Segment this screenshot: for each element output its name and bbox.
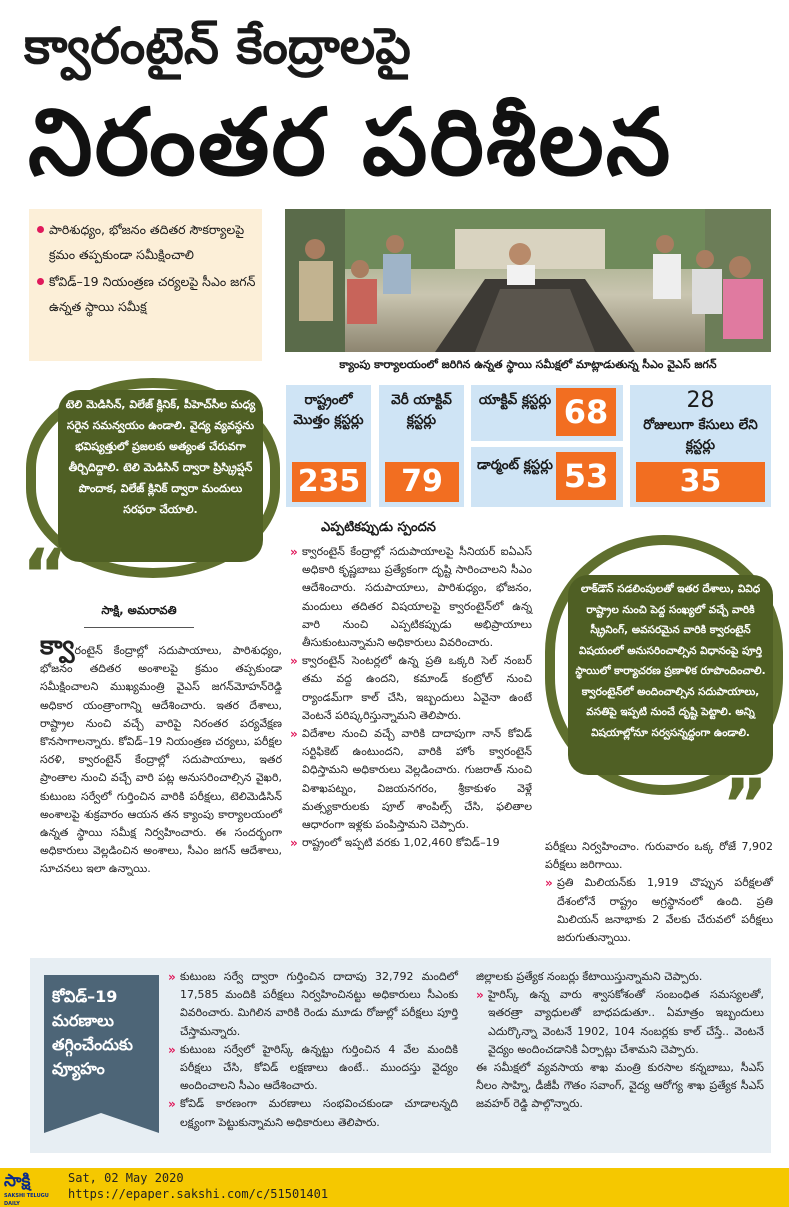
list-item: » క్వారంటైన్‌ కేంద్రాల్లో సదుపాయాలపై సీనియర్‌ ఐఏఎస్‌ అధికారి కృష్ణబాబు ప్రత్యేకంగా దృష్టి సారించాలని సీఎం ఆదేశించారు. సదుపాయాలు, పారిశుధ్యం, భోజనం, మందులు తదితర విషయాలపై క్వారంటైన్‌లో ఉన్న వారి నుంచి ఎప్పటికప్పుడు అభిప్రాయాలు తీసుకుంటున్నామని అధికారులు వివరించారు. <box>290 543 532 652</box>
byline-divider <box>84 627 194 628</box>
sakshi-logo <box>4 1170 62 1207</box>
list-item: » ప్రతి మిలియన్‌కు 1,919 చొప్పున పరీక్షలతో దేశంలోనే రాష్ట్రం అగ్రస్థానంలో ఉంది. ప్రతి మిలియన్‌ జనాభాకు 2 వేలకు చేరువలో పరీక్షలు జరుగుతున్నాయి. <box>545 874 773 947</box>
list-item: » హైరిస్క్‌ ఉన్న వారు శ్వాసకోశంతో సంబంధిత సమస్యలతో, ఇతరత్రా వ్యాధులతో బాధపడుతూ.. ఏమాత్రం ఇబ్బందులు ఎదుర్కొన్నా వెంటనే 1902, 104 నంబర్లకు కాల్‌ చేస్తే.. వెంటనే వైద్యం అందించడానికి ఏర్పాట్లు చేశామని చెప్పారు. <box>476 986 764 1059</box>
stat-very-active-value: 79 <box>385 462 459 502</box>
stat-active-value: 68 <box>556 388 616 436</box>
quote-mark-icon: “ <box>22 534 69 616</box>
right-column-text: పరీక్షలు నిర్వహించాం. గురువారం ఒక్క రోజే 7,902 పరీక్షలు జరిగాయి. <box>545 840 773 872</box>
logo-text: సాక్షి <box>4 1171 31 1191</box>
list-item: » కుటుంబ సర్వేలో హైరిస్క్‌ ఉన్నట్టు గుర్తించిన 4 వేల మందికి పరీక్షలు చేసి, కోవిడ్‌ లక్షణాలు ఉంటే.. ముందస్తు వైద్యం అందించాలని సీఎం ఆదేశించారు. <box>168 1041 458 1096</box>
middle-column <box>290 543 532 852</box>
bottom-column-2-tail: ఈ సమీక్షలో వ్యవసాయ శాఖ మంత్రి కురసాల కన్నబాబు, సీఎస్‌ నీలం సాహ్ని, డీజీపీ గౌతం సవాంగ్, వైద్య ఆరోగ్య శాఖ ప్రత్యేక సీఎస్‌ జవహర్‌ రెడ్డి పాల్గొన్నారు. <box>476 1061 764 1111</box>
bottom-flag-title: కోవిడ్‌–19 మరణాలు తగ్గించేందుకు వ్యూహం <box>44 975 159 1113</box>
right-column <box>545 838 773 947</box>
list-item: » రాష్ట్రంలో ఇప్పటి వరకు 1,02,460 కోవిడ్‌–19 <box>290 834 532 852</box>
stat-total-label: రాష్ట్రంలో మొత్తం క్లస్టర్లు <box>293 392 364 428</box>
lead-dropcap: క్వా <box>40 631 75 661</box>
stat-very-active-label: వెరీ యాక్టివ్‌ క్లస్టర్లు <box>391 392 452 428</box>
bottom-column-2 <box>476 968 764 1114</box>
footer-url[interactable]: https://epaper.sakshi.com/c/51501401 <box>68 1187 329 1201</box>
stat-total-value: 235 <box>292 462 366 502</box>
headline-line1: క్వారంటైన్ కేంద్రాలపై <box>24 17 411 75</box>
stat-dormant-value: 53 <box>556 452 616 500</box>
lead-paragraph <box>40 631 282 879</box>
stat-no-cases-value: 35 <box>636 462 765 502</box>
highlights-box <box>29 209 262 361</box>
list-item: » కోవిడ్‌ కారణంగా మరణాలు సంభవించకుండా చూడాలన్నది లక్ష్యంగా పెట్టుకున్నామని అధికారులు తెలిపారు. <box>168 1095 458 1131</box>
stat-no-cases-label: రోజులుగా కేసులు లేని క్లస్టర్లు <box>643 417 758 453</box>
lead-text: రంటైన్‌ కేంద్రాల్లో సదుపాయాలు, పారిశుధ్యం, భోజనం తదితర అంశాలపై క్రమం తప్పకుండా సమీక్షించాలని ముఖ్యమంత్రి వైఎస్‌ జగన్‌మోహన్‌రెడ్డి అధికార యంత్రాంగాన్ని ఆదేశించారు. ఇతర దేశాలు, రాష్ట్రాల నుంచి వచ్చే వారిపై నిరంతర పర్యవేక్షణ కొనసాగాలన్నారు. కోవిడ్‌–19 నియంత్రణ చర్యలు, పరీక్షల సరళి, క్వారంటైన్‌ కేంద్రాల్లో సదుపాయాలు, ఇతర ప్రాంతాల నుంచి వచ్చే వారి పట్ల అనుసరించాల్సిన వైఖరి, కుటుంబ సర్వేలో గుర్తించిన వారికి పరీక్షలు, టెలిమెడిసిన్‌ అంశాలపై శుక్రవారం ఆయన తన క్యాంపు కార్యాలయంలో ఉన్నత స్థాయి సమీక్ష నిర్వహించారు. ఈ సందర్భంగా అధికారులు వెల్లడించిన అంశాలు, సీఎం జగన్‌ ఆదేశాలు, సూచనలు ఇలా ఉన్నాయి. <box>40 644 282 876</box>
section-subhead: ఎప్పటికప్పుడు స్పందన <box>321 520 436 535</box>
bottom-column-2-text: జిల్లాలకు ప్రత్యేక నంబర్లు కేటాయిస్తున్నామని చెప్పారు. <box>476 970 703 983</box>
quote-left: టెలి మెడిసిన్, విలేజ్‌ క్లినిక్, పీహెచ్‌సీల మధ్య సరైన సమన్వయం ఉండాలి. వైద్య వ్యవస్థను భవిష్యత్తులో ప్రజలకు అత్యంత చేరువగా తీర్చిదిద్దాలి. టెలి మెడిసిన్‌ ద్వారా ప్రిస్క్రిప్షన్‌ పొందాక, విలేజ్‌ క్లినిక్‌ ద్వారా మందులు సరఫరా చేయాలి. <box>58 390 263 562</box>
meeting-photo-illustration <box>285 209 771 352</box>
quote-mark-icon: ” <box>722 764 769 846</box>
headline-line2: నిరంతర పరిశీలన <box>28 89 673 196</box>
highlight-item: కోవిడ్‌–19 నియంత్రణ చర్యలపై సీఎం జగన్‌ ఉన్నత స్థాయి సమీక్ష <box>35 269 256 319</box>
stat-no-cases-days: 28 <box>686 388 715 413</box>
stat-dormant-label: డార్మంట్‌ క్లస్టర్లు <box>477 457 553 473</box>
quote-right: లాక్‌డౌన్‌ సడలింపులతో ఇతర దేశాలు, వివిధ రాష్ట్రాల నుంచి పెద్ద సంఖ్యలో వచ్చే వారికి స్క్రీనింగ్, అవసరమైన వారికి క్వారంటైన్‌ విషయంలో అనుసరించాల్సిన విధానంపై పూర్తి స్థాయిలో కార్యాచరణ ప్రణాళిక రూపొందించాలి. క్వారంటైన్‌లో అందించాల్సిన సదుపాయాలు, వసతిపై ఇప్పటి నుంచే దృష్టి పెట్టాలి. అన్ని విషయాల్లోనూ సర్వసన్నద్ధంగా ఉండాలి. <box>568 575 773 775</box>
highlight-item: పారిశుధ్యం, భోజనం తదితర సౌకర్యాలపై క్రమం తప్పకుండా సమీక్షించాలి <box>35 217 256 267</box>
byline: సాక్షి, అమరావతి <box>101 603 177 617</box>
footer-date: Sat, 02 May 2020 <box>68 1171 184 1185</box>
list-item: » క్వారంటైన్‌ సెంటర్లలో ఉన్న ప్రతి ఒక్కరి సెల్‌ నంబర్‌ తమ వద్ద ఉందని, కమాండ్‌ కంట్రోల్‌ నుంచి ర్యాండమ్‌గా కాల్‌ చేసి, ఇబ్బందులు ఏవైనా ఉంటే వెంటనే పరిష్కరిస్తున్నామని తెలిపారు. <box>290 652 532 725</box>
bottom-column-1 <box>168 968 458 1132</box>
list-item: » విదేశాల నుంచి వచ్చే వారికి దాదాపుగా నాన్‌ కోవిడ్‌ సర్టిఫికెట్‌ ఉంటుందని, వారికి హోం క్వారంటైన్‌ విధిస్తామని అధికారులు వెల్లడించారు. గుజరాత్‌ నుంచి విశాఖపట్నం, విజయనగరం, శ్రీకాకుళం వెళ్లే మత్స్యకారులకు పూల్‌ శాంపిల్స్‌ చేసి, ఫలితాల ఆధారంగా ఇళ్లకు పంపిస్తామని చెప్పారు. <box>290 725 532 834</box>
list-item: » కుటుంబ సర్వే ద్వారా గుర్తించిన దాదాపు 32,792 మందిలో 17,585 మందికి పరీక్షలు నిర్వహించినట్టు అధికారులు సీఎంకు వివరించారు. మిగిలిన వారికి రెండు మూడు రోజుల్లో పరీక్షలు పూర్తి చేస్తామన్నారు. <box>168 968 458 1041</box>
photo-caption: క్యాంపు కార్యాలయంలో జరిగిన ఉన్నత స్థాయి సమీక్షలో మాట్లాడుతున్న సీఎం వైఎస్‌ జగన్‌ <box>339 358 717 371</box>
meeting-photo <box>285 209 771 352</box>
logo-subtext: SAKSHI TELUGU DAILY <box>4 1193 49 1207</box>
stat-active-label: యాక్టివ్‌ క్లస్టర్లు <box>478 392 552 408</box>
